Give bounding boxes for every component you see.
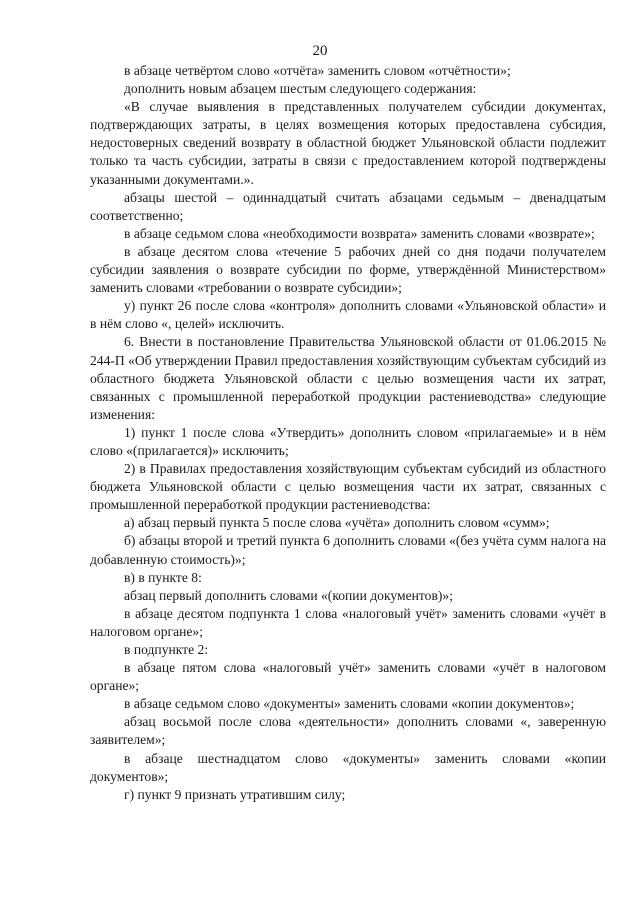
paragraph: 2) в Правилах предоставления хозяйствующим субъектам субсидий из областного бюджета Ульяновской области с целью возмещения части их затрат, связанных с промышленной переработкой продукции растениеводства: bbox=[90, 461, 606, 513]
page-number: 20 bbox=[312, 43, 328, 59]
paragraph-quote: «В случае выявления в представленных получателем субсидии документах, подтверждающих затраты, в целях возмещения которых предоставлена субсидия, недостоверных сведений возврату в областной бюджет Ульяновской области подлежит только та часть субсидии, затраты в связи с предоставлением которой подтверждены указанными документами.». bbox=[90, 99, 606, 187]
paragraph: в абзаце седьмом слова «необходимости возврата» заменить словами «возврате»; bbox=[124, 225, 595, 241]
paragraph: а) абзац первый пункта 5 после слова «учёта» дополнить словом «сумм»; bbox=[124, 515, 550, 531]
paragraph: в абзаце шестнадцатом слово «документы» заменить словами «копии документов»; bbox=[90, 750, 606, 784]
paragraph: 1) пункт 1 после слова «Утвердить» дополнить словом «прилагаемые» и в нём слово «(прилагается)» исключить; bbox=[90, 424, 606, 458]
paragraph: абзац восьмой после слова «деятельности» дополнить словами «, заверенную заявителем»; bbox=[90, 714, 606, 748]
paragraph: г) пункт 9 признать утратившим силу; bbox=[124, 786, 346, 802]
paragraph: абзац первый дополнить словами «(копии документов)»; bbox=[124, 587, 453, 603]
paragraph: абзацы шестой – одиннадцатый считать абзацами седьмым – двенадцатым соответственно; bbox=[90, 189, 606, 223]
paragraph: в подпункте 2: bbox=[124, 642, 209, 657]
paragraph: в абзаце десятом подпункта 1 слова «налоговый учёт» заменить словами «учёт в налоговом органе»; bbox=[90, 605, 606, 639]
document-body bbox=[90, 62, 606, 804]
paragraph: дополнить новым абзацем шестым следующего содержания: bbox=[124, 81, 477, 97]
paragraph: в абзаце четвёртом слово «отчёта» заменить словом «отчётности»; bbox=[124, 63, 511, 78]
paragraph: в) в пункте 8: bbox=[124, 569, 202, 585]
paragraph: в абзаце пятом слова «налоговый учёт» заменить словами «учёт в налоговом органе»; bbox=[90, 660, 606, 694]
paragraph: 6. Внести в постановление Правительства Ульяновской области от 01.06.2015 № 244-П «Об утверждении Правил предоставления хозяйствующим субъектам субсидий из областного бюджета Ульяновской области с целью возмещения части их затрат, связанных с промышленной переработкой продукции растениеводства» следующие изменения: bbox=[90, 334, 606, 422]
paragraph: в абзаце седьмом слово «документы» заменить словами «копии документов»; bbox=[124, 696, 575, 712]
paragraph: б) абзацы второй и третий пункта 6 дополнить словами «(без учёта сумм налога на добавленную стоимость)»; bbox=[90, 533, 606, 567]
paragraph: у) пункт 26 после слова «контроля» дополнить словами «Ульяновской области» и в нём слово «, целей» исключить. bbox=[90, 298, 606, 332]
paragraph: в абзаце десятом слова «течение 5 рабочих дней со дня подачи получателем субсидии заявления о возврате субсидии по форме, утверждённой Министерством» заменить словами «требовании о возврате субсидии»; bbox=[90, 243, 606, 296]
